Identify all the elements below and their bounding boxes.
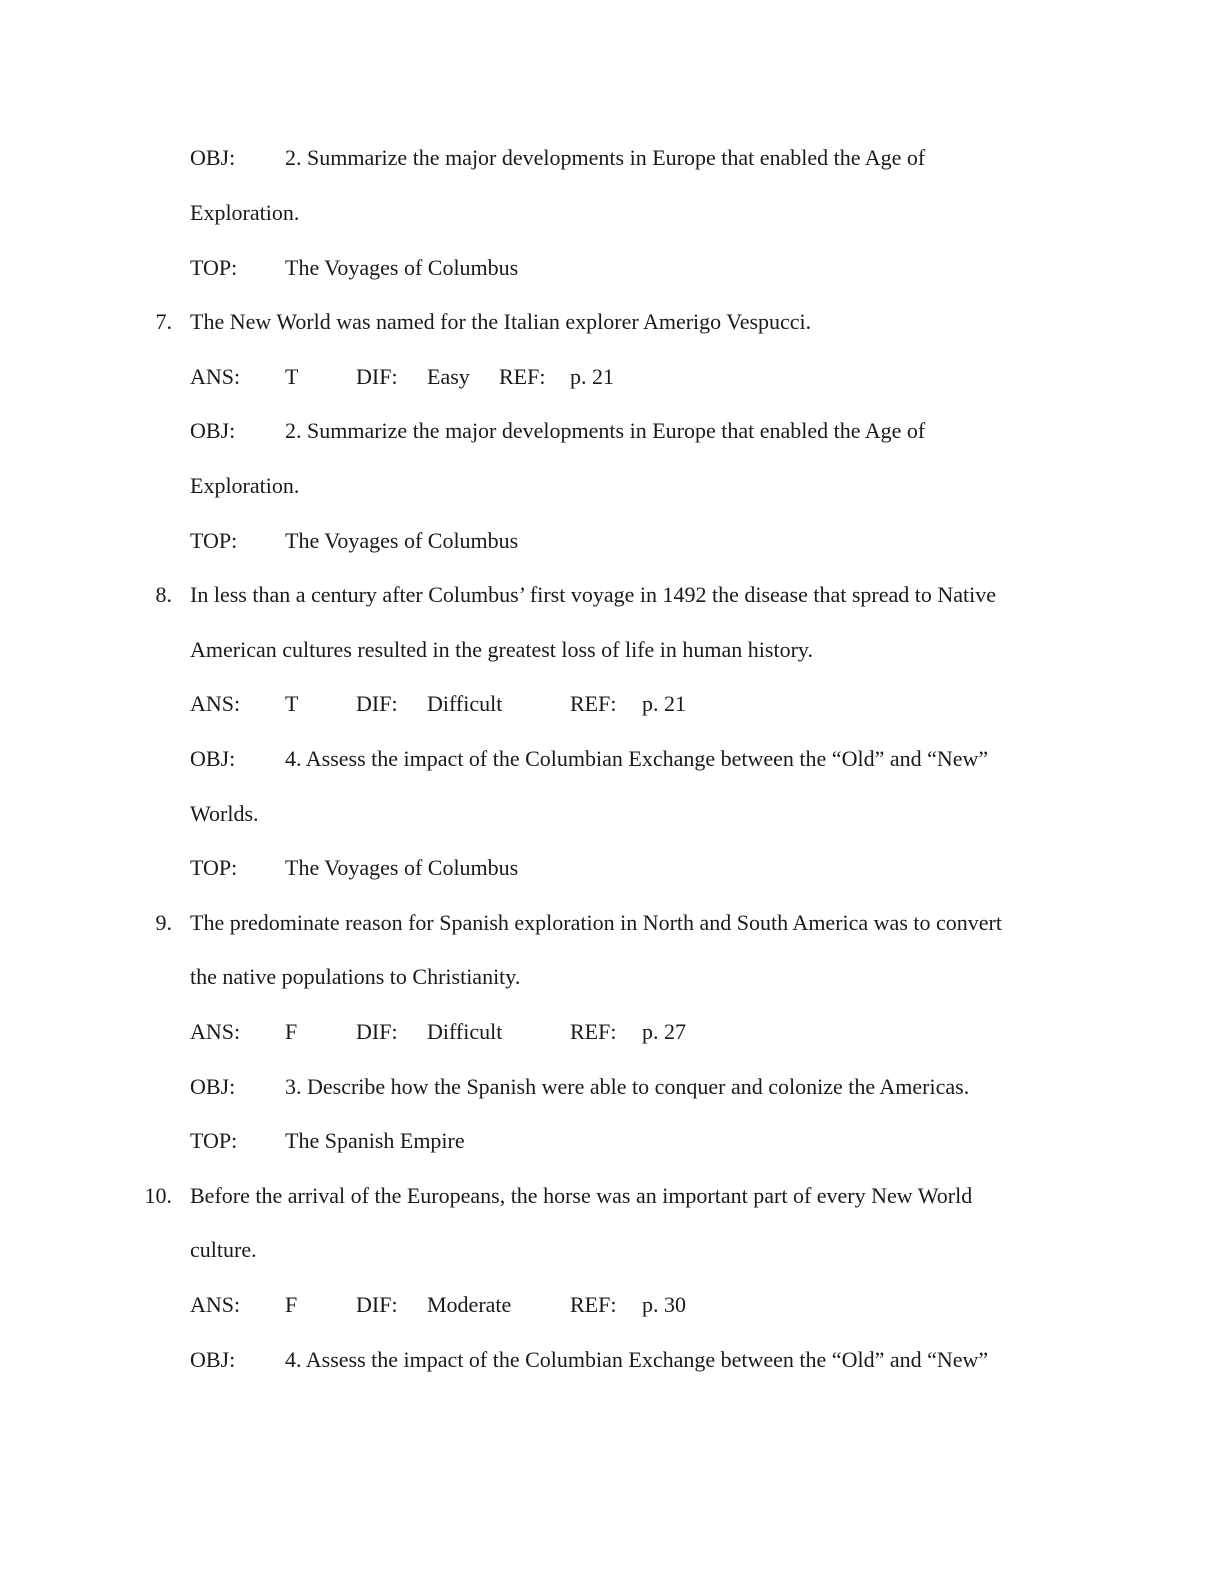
ans-label: ANS: [190, 691, 241, 716]
ref-label: REF: [499, 364, 546, 389]
question-number: 9. [155, 910, 172, 935]
ref-label: REF: [570, 1019, 617, 1044]
dif-label: DIF: [356, 691, 398, 716]
ref-value: p. 21 [570, 364, 614, 389]
top-line [190, 1128, 465, 1154]
ans-value: F [285, 1292, 298, 1317]
ref-value: p. 27 [642, 1019, 686, 1044]
obj-text: 4. Assess the impact of the Columbian Exchange between the “Old” and “New” [285, 746, 989, 771]
obj-label: OBJ: [190, 1347, 236, 1372]
question-text: In less than a century after Columbus’ first voyage in 1492 the disease that spread to Native [190, 582, 997, 607]
top-line [190, 255, 518, 281]
ans-value: T [285, 364, 299, 389]
question-number: 8. [155, 582, 172, 607]
question-text-continuation: American cultures resulted in the greatest loss of life in human history. [190, 637, 813, 662]
ref-label: REF: [570, 691, 617, 716]
top-text: The Voyages of Columbus [285, 855, 519, 880]
obj-text: 2. Summarize the major developments in Europe that enabled the Age of [285, 418, 926, 443]
top-line [190, 855, 518, 881]
question-number: 7. [155, 309, 172, 334]
obj-line [190, 746, 988, 772]
ans-label: ANS: [190, 1019, 241, 1044]
question-text-continuation: culture. [190, 1237, 257, 1262]
top-line [190, 528, 518, 554]
top-label: TOP: [190, 528, 238, 553]
obj-line [190, 418, 925, 444]
obj-continuation: Exploration. [190, 200, 300, 225]
obj-label: OBJ: [190, 746, 236, 771]
dif-value: Difficult [427, 1019, 503, 1044]
ref-label: REF: [570, 1292, 617, 1317]
ans-value: T [285, 691, 299, 716]
dif-label: DIF: [356, 364, 398, 389]
question-text: The predominate reason for Spanish exploration in North and South America was to convert [190, 910, 1002, 935]
top-text: The Spanish Empire [285, 1128, 465, 1153]
question-number: 10. [144, 1183, 172, 1208]
obj-label: OBJ: [190, 418, 236, 443]
question-text-continuation: the native populations to Christianity. [190, 964, 521, 989]
obj-line [190, 1347, 988, 1373]
obj-text: 4. Assess the impact of the Columbian Exchange between the “Old” and “New” [285, 1347, 989, 1372]
top-text: The Voyages of Columbus [285, 255, 519, 280]
obj-line [190, 1074, 969, 1100]
obj-text: 3. Describe how the Spanish were able to conquer and colonize the Americas. [285, 1074, 970, 1099]
top-label: TOP: [190, 1128, 238, 1153]
dif-value: Moderate [427, 1292, 512, 1317]
ans-label: ANS: [190, 364, 241, 389]
top-text: The Voyages of Columbus [285, 528, 519, 553]
obj-label: OBJ: [190, 1074, 236, 1099]
ans-value: F [285, 1019, 298, 1044]
dif-value: Difficult [427, 691, 503, 716]
ans-label: ANS: [190, 1292, 241, 1317]
top-label: TOP: [190, 855, 238, 880]
dif-value: Easy [427, 364, 470, 389]
ref-value: p. 21 [642, 691, 686, 716]
question-text: The New World was named for the Italian explorer Amerigo Vespucci. [190, 309, 812, 334]
ref-value: p. 30 [642, 1292, 686, 1317]
dif-label: DIF: [356, 1019, 398, 1044]
question-text: Before the arrival of the Europeans, the horse was an important part of every New World [190, 1183, 973, 1208]
dif-label: DIF: [356, 1292, 398, 1317]
top-label: TOP: [190, 255, 238, 280]
obj-continuation: Worlds. [190, 801, 259, 826]
obj-text: 2. Summarize the major developments in Europe that enabled the Age of [285, 145, 926, 170]
obj-line [190, 145, 925, 171]
obj-continuation: Exploration. [190, 473, 300, 498]
obj-label: OBJ: [190, 145, 236, 170]
